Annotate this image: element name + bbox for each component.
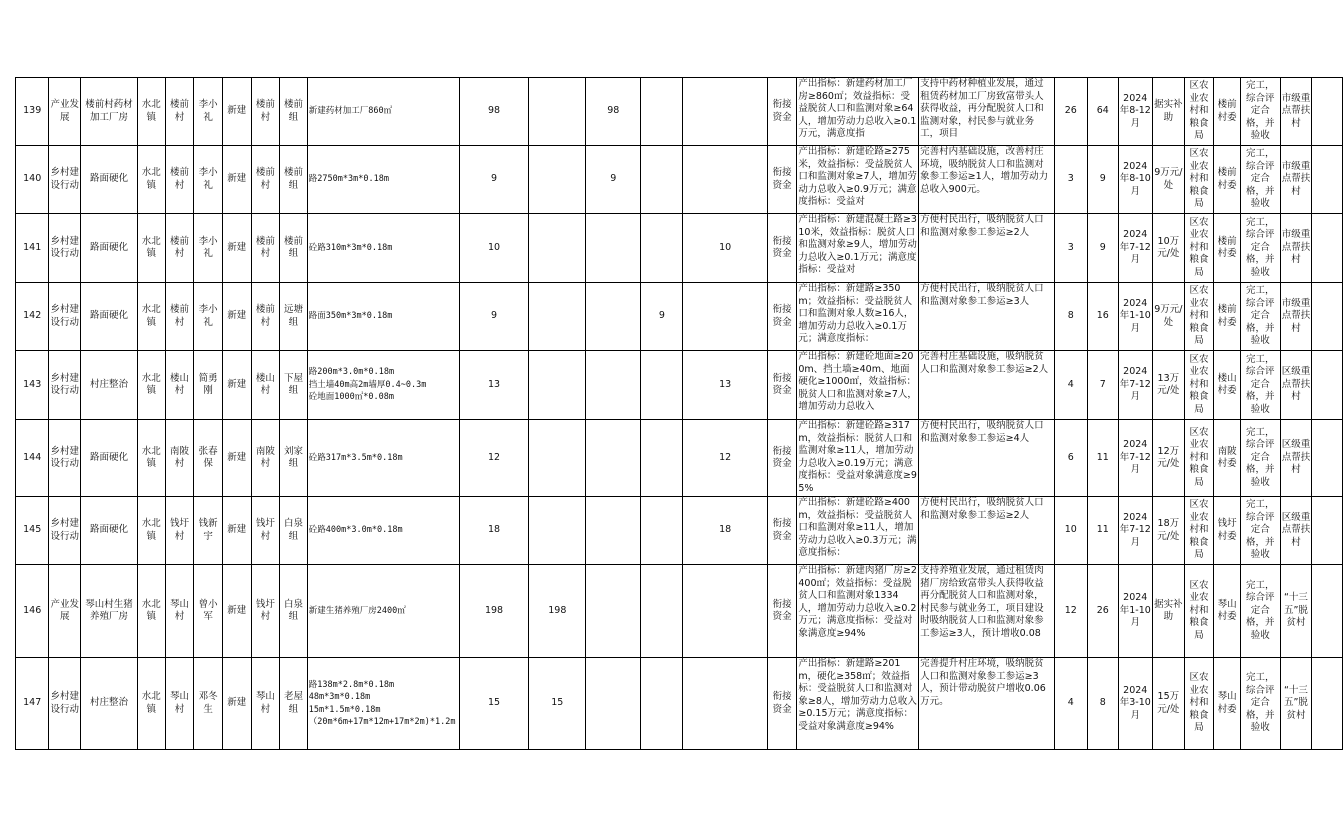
project-name-cell: 楼前村药材加工厂房 — [81, 78, 138, 146]
town-cell: 水北镇 — [137, 351, 165, 420]
performance-goals-text: 产出指标：新建砼路≥275米，效益指标：受益脱贫人口和监测对象≥7人，增加劳动力总收入≥0.9万元；满意度指标：受益对 — [798, 146, 917, 207]
blank-cell-cell — [1312, 214, 1343, 283]
construction-nature-cell: 新建 — [222, 78, 251, 146]
construction-content-cell: 砼路310m*3m*0.18m — [307, 214, 459, 283]
construction-content-cell: 路200m*3.0m*0.18m 挡土墙40m高2m墙厚0.4~0.3m 砼地面1000㎡*0.08m — [307, 351, 459, 420]
construction-nature-cell: 新建 — [222, 565, 251, 658]
site-group-cell: 下屋组 — [280, 351, 308, 420]
fund-type-cell: 衔接资金 — [767, 420, 797, 497]
fund-column-3-cell — [641, 658, 683, 750]
project-category-cell: 乡村建设行动 — [49, 351, 81, 420]
construction-nature-cell: 新建 — [222, 658, 251, 750]
total-investment-cell: 9 — [459, 283, 529, 351]
benefited-households-cell: 10 — [1054, 497, 1087, 565]
fund-column-4-cell — [683, 146, 767, 214]
blank-cell-cell — [1312, 283, 1343, 351]
fund-column-1-cell: 198 — [529, 565, 586, 658]
fund-column-3-cell — [641, 351, 683, 420]
implementation-period-cell: 2024年8-12月 — [1118, 78, 1153, 146]
performance-goals-text: 产出指标：新建砼路≥317m，效益指标：脱贫人口和监测对象≥11人，增加劳动力总收入≥0.19万元；满意度指标：受益对象满意度≥95% — [798, 420, 917, 494]
site-group-cell: 楼前组 — [280, 146, 308, 214]
implementing-unit-cell: 琴山村委 — [1214, 565, 1241, 658]
benefit-mechanism-text: 方便村民出行，吸纳脱贫人口和监测对象参工参运≥4人 — [920, 420, 1044, 444]
benefited-households-cell: 12 — [1054, 565, 1087, 658]
acceptance-status-cell: 完工，综合评定合格，并验收 — [1240, 351, 1280, 420]
benefit-mechanism-cell — [919, 214, 1054, 283]
subsidy-standard-cell: 据实补助 — [1153, 78, 1185, 146]
total-investment-cell: 10 — [459, 214, 529, 283]
performance-goals-cell — [797, 78, 919, 146]
total-investment-cell: 9 — [459, 146, 529, 214]
implementing-unit-cell: 楼前村委 — [1214, 214, 1241, 283]
remark-cell: 市级重点帮扶村 — [1280, 283, 1312, 351]
project-table — [15, 77, 1343, 750]
benefited-households-cell: 3 — [1054, 214, 1087, 283]
supervising-department-cell: 区农业农村和粮食局 — [1184, 565, 1214, 658]
acceptance-status-cell: 完工，综合评定合格，并验收 — [1240, 658, 1280, 750]
total-investment-cell: 198 — [459, 565, 529, 658]
construction-nature-cell: 新建 — [222, 497, 251, 565]
benefit-mechanism-text: 方便村民出行，吸纳脱贫人口和监测对象参工参运≥2人 — [920, 497, 1044, 521]
site-village-cell: 楼前村 — [251, 283, 280, 351]
blank-cell-cell — [1312, 420, 1343, 497]
remark-cell: 区级重点帮扶村 — [1280, 497, 1312, 565]
implementation-period-cell: 2024年7-12月 — [1118, 497, 1153, 565]
row-number-cell: 143 — [16, 351, 49, 420]
performance-goals-text: 产出指标：新建路≥350m；效益指标：受益脱贫人口和监测对象人数≥16人，增加劳动力总收入≥0.1万元；满意度指标： — [798, 283, 914, 344]
fund-type-cell: 衔接资金 — [767, 283, 797, 351]
village-cell: 钱圩村 — [165, 497, 194, 565]
fund-type-cell: 衔接资金 — [767, 214, 797, 283]
row-number-cell: 142 — [16, 283, 49, 351]
fund-column-4-cell: 10 — [683, 214, 767, 283]
implementation-period-cell: 2024年7-12月 — [1118, 351, 1153, 420]
subsidy-standard-cell: 9万元/处 — [1153, 146, 1185, 214]
fund-column-2-cell — [586, 497, 641, 565]
subsidy-standard-cell: 18万元/处 — [1153, 497, 1185, 565]
implementation-period-cell: 2024年1-10月 — [1118, 283, 1153, 351]
blank-cell-cell — [1312, 497, 1343, 565]
remark-cell: 区级重点帮扶村 — [1280, 420, 1312, 497]
benefited-people-cell: 26 — [1088, 565, 1119, 658]
benefit-mechanism-cell — [919, 565, 1054, 658]
benefit-mechanism-text: 完善提升村庄环境，吸纳脱贫人口和监测对象参工参运≥3人，预计带动脱贫户增收0.06万元。 — [920, 658, 1046, 707]
supervising-department-cell: 区农业农村和粮食局 — [1184, 351, 1214, 420]
benefited-people-cell: 11 — [1088, 497, 1119, 565]
fund-column-2-cell: 98 — [586, 78, 641, 146]
performance-goals-text: 产出指标：新建砼路≥400m，效益指标：受益脱贫人口和监测对象≥11人，增加劳动力总收入≥0.3万元；满意度指标： — [798, 497, 917, 558]
performance-goals-text: 产出指标：新建砼地面≥200m、挡土墙≥40m、地面硬化≥1000㎡，效益指标：脱贫人口和监测对象≥7人，增加劳动力总收入 — [798, 351, 917, 412]
project-name-cell: 路面硬化 — [81, 420, 138, 497]
project-category-cell: 产业发展 — [49, 565, 81, 658]
site-village-cell: 楼前村 — [251, 146, 280, 214]
fund-column-2-cell — [586, 283, 641, 351]
responsible-person-cell: 钱新宇 — [194, 497, 223, 565]
total-investment-cell: 18 — [459, 497, 529, 565]
performance-goals-cell — [797, 351, 919, 420]
fund-column-4-cell: 18 — [683, 497, 767, 565]
benefit-mechanism-cell — [919, 78, 1054, 146]
blank-cell-cell — [1312, 146, 1343, 214]
implementation-period-cell: 2024年3-10月 — [1118, 658, 1153, 750]
benefited-people-cell: 9 — [1088, 146, 1119, 214]
site-village-cell: 钱圩村 — [251, 565, 280, 658]
acceptance-status-cell: 完工，综合评定合格，并验收 — [1240, 565, 1280, 658]
fund-type-cell: 衔接资金 — [767, 146, 797, 214]
performance-goals-text: 产出指标：新建肉猪厂房≥2400㎡；效益指标：受益脱贫人口和监测对象1334人，增加劳动力总收入≥0.2万元；满意度指标：受益对象满意度≥94% — [798, 565, 917, 639]
performance-goals-text: 产出指标：新建路≥201m，硬化≥358㎡；效益指标：受益脱贫人口和监测对象≥8人，增加劳动力总收入≥0.15万元；满意度指标：受益对象满意度≥94% — [798, 658, 917, 732]
benefit-mechanism-text: 支持中药材种植业发展，通过租赁药材加工厂房致富带头人获得收益，再分配脱贫人口和监测对象，村民参与就业务工，项目 — [920, 78, 1044, 139]
town-cell: 水北镇 — [137, 565, 165, 658]
site-village-cell: 南陂村 — [251, 420, 280, 497]
total-investment-cell: 15 — [459, 658, 529, 750]
town-cell: 水北镇 — [137, 497, 165, 565]
performance-goals-cell — [797, 214, 919, 283]
remark-cell: 市级重点帮扶村 — [1280, 214, 1312, 283]
table-row — [16, 497, 1343, 565]
benefited-households-cell: 8 — [1054, 283, 1087, 351]
fund-column-2-cell — [586, 565, 641, 658]
performance-goals-cell — [797, 497, 919, 565]
supervising-department-cell: 区农业农村和粮食局 — [1184, 146, 1214, 214]
fund-column-4-cell — [683, 565, 767, 658]
implementation-period-cell: 2024年1-10月 — [1118, 565, 1153, 658]
supervising-department-cell: 区农业农村和粮食局 — [1184, 283, 1214, 351]
table-row — [16, 420, 1343, 497]
responsible-person-cell: 李小礼 — [194, 283, 223, 351]
implementing-unit-cell: 楼前村委 — [1214, 78, 1241, 146]
fund-column-2-cell — [586, 214, 641, 283]
blank-cell-cell — [1312, 565, 1343, 658]
table-row — [16, 214, 1343, 283]
benefit-mechanism-text: 完善村庄基础设施，吸纳脱贫人口和监测对象参工参运≥2人 — [920, 351, 1049, 375]
row-number-cell: 146 — [16, 565, 49, 658]
benefit-mechanism-text: 方便村民出行，吸纳脱贫人口和监测对象参工参运≥2人 — [920, 214, 1044, 238]
project-category-cell: 乡村建设行动 — [49, 420, 81, 497]
acceptance-status-cell: 完工，综合评定合格，并验收 — [1240, 146, 1280, 214]
responsible-person-cell: 李小礼 — [194, 214, 223, 283]
benefited-people-cell: 11 — [1088, 420, 1119, 497]
fund-column-1-cell — [529, 351, 586, 420]
site-village-cell: 楼山村 — [251, 351, 280, 420]
fund-column-3-cell — [641, 146, 683, 214]
project-name-cell: 路面硬化 — [81, 497, 138, 565]
remark-cell: 市级重点帮扶村 — [1280, 146, 1312, 214]
implementing-unit-cell: 南陂村委 — [1214, 420, 1241, 497]
construction-content-cell: 砼路317m*3.5m*0.18m — [307, 420, 459, 497]
benefit-mechanism-cell — [919, 351, 1054, 420]
acceptance-status-cell: 完工，综合评定合格，并验收 — [1240, 214, 1280, 283]
blank-cell-cell — [1312, 78, 1343, 146]
performance-goals-text: 产出指标：新建药材加工厂房≥860㎡；效益指标：受益脱贫人口和监测对象≥64人，增加劳动力总收入≥0.1万元，满意度指 — [798, 78, 917, 139]
remark-cell: 市级重点帮扶村 — [1280, 78, 1312, 146]
project-category-cell: 乡村建设行动 — [49, 658, 81, 750]
remark-cell: 区级重点帮扶村 — [1280, 351, 1312, 420]
supervising-department-cell: 区农业农村和粮食局 — [1184, 420, 1214, 497]
fund-type-cell: 衔接资金 — [767, 78, 797, 146]
project-category-cell: 乡村建设行动 — [49, 146, 81, 214]
benefited-people-cell: 7 — [1088, 351, 1119, 420]
benefit-mechanism-cell — [919, 146, 1054, 214]
project-category-cell: 乡村建设行动 — [49, 497, 81, 565]
fund-column-4-cell: 12 — [683, 420, 767, 497]
row-number-cell: 147 — [16, 658, 49, 750]
table-row — [16, 658, 1343, 750]
benefit-mechanism-text: 完善村内基础设施，改善村庄环境，吸纳脱贫人口和监测对象参工参运≥1人，增加劳动力总收入900元。 — [920, 146, 1049, 195]
responsible-person-cell: 张春保 — [194, 420, 223, 497]
village-cell: 楼前村 — [165, 214, 194, 283]
fund-column-2-cell: 9 — [586, 146, 641, 214]
construction-nature-cell: 新建 — [222, 214, 251, 283]
fund-column-4-cell — [683, 283, 767, 351]
benefited-people-cell: 9 — [1088, 214, 1119, 283]
project-category-cell: 产业发展 — [49, 78, 81, 146]
construction-nature-cell: 新建 — [222, 420, 251, 497]
fund-column-1-cell — [529, 283, 586, 351]
responsible-person-cell: 简勇刚 — [194, 351, 223, 420]
table-row — [16, 146, 1343, 214]
supervising-department-cell: 区农业农村和粮食局 — [1184, 78, 1214, 146]
benefit-mechanism-text: 方便村民出行，吸纳脱贫人口和监测对象参工参运≥3人 — [920, 283, 1044, 307]
acceptance-status-cell: 完工，综合评定合格，并验收 — [1240, 283, 1280, 351]
fund-type-cell: 衔接资金 — [767, 565, 797, 658]
village-cell: 楼前村 — [165, 283, 194, 351]
fund-column-1-cell — [529, 420, 586, 497]
performance-goals-cell — [797, 283, 919, 351]
benefited-people-cell: 64 — [1088, 78, 1119, 146]
responsible-person-cell: 曾小军 — [194, 565, 223, 658]
site-group-cell: 楼前组 — [280, 78, 308, 146]
remark-cell: “十三五”脱贫村 — [1280, 565, 1312, 658]
fund-column-3-cell — [641, 565, 683, 658]
village-cell: 楼前村 — [165, 78, 194, 146]
town-cell: 水北镇 — [137, 283, 165, 351]
table-row — [16, 351, 1343, 420]
project-name-cell: 路面硬化 — [81, 146, 138, 214]
site-village-cell: 钱圩村 — [251, 497, 280, 565]
fund-column-3-cell — [641, 420, 683, 497]
benefit-mechanism-cell — [919, 658, 1054, 750]
fund-column-4-cell: 13 — [683, 351, 767, 420]
town-cell: 水北镇 — [137, 658, 165, 750]
acceptance-status-cell: 完工，综合评定合格，并验收 — [1240, 420, 1280, 497]
implementation-period-cell: 2024年7-12月 — [1118, 420, 1153, 497]
fund-column-2-cell — [586, 420, 641, 497]
site-group-cell: 白泉组 — [280, 565, 308, 658]
village-cell: 楼山村 — [165, 351, 194, 420]
construction-content-cell: 路138m*2.8m*0.18m 48m*3m*0.18m 15m*1.5m*0.18m （20m*6m+17m*12m+17m*2m)*1.2m — [307, 658, 459, 750]
fund-column-3-cell — [641, 214, 683, 283]
fund-column-2-cell — [586, 351, 641, 420]
benefited-people-cell: 16 — [1088, 283, 1119, 351]
fund-type-cell: 衔接资金 — [767, 497, 797, 565]
benefited-households-cell: 4 — [1054, 658, 1087, 750]
blank-cell-cell — [1312, 658, 1343, 750]
implementing-unit-cell: 钱圩村委 — [1214, 497, 1241, 565]
fund-column-3-cell — [641, 497, 683, 565]
table-row — [16, 565, 1343, 658]
site-group-cell: 刘家组 — [280, 420, 308, 497]
fund-type-cell: 衔接资金 — [767, 658, 797, 750]
town-cell: 水北镇 — [137, 214, 165, 283]
subsidy-standard-cell: 12万元/处 — [1153, 420, 1185, 497]
responsible-person-cell: 李小礼 — [194, 146, 223, 214]
project-name-cell: 琴山村生猪养殖厂房 — [81, 565, 138, 658]
supervising-department-cell: 区农业农村和粮食局 — [1184, 214, 1214, 283]
benefit-mechanism-cell — [919, 283, 1054, 351]
fund-column-1-cell — [529, 214, 586, 283]
subsidy-standard-cell: 9万元/处 — [1153, 283, 1185, 351]
row-number-cell: 141 — [16, 214, 49, 283]
village-cell: 琴山村 — [165, 565, 194, 658]
implementing-unit-cell: 楼山村委 — [1214, 351, 1241, 420]
site-village-cell: 楼前村 — [251, 78, 280, 146]
fund-column-4-cell — [683, 658, 767, 750]
village-cell: 琴山村 — [165, 658, 194, 750]
row-number-cell: 144 — [16, 420, 49, 497]
row-number-cell: 140 — [16, 146, 49, 214]
town-cell: 水北镇 — [137, 78, 165, 146]
acceptance-status-cell: 完工，综合评定合格，并验收 — [1240, 497, 1280, 565]
construction-content-cell: 砼路400m*3.0m*0.18m — [307, 497, 459, 565]
responsible-person-cell: 李小礼 — [194, 78, 223, 146]
village-cell: 楼前村 — [165, 146, 194, 214]
construction-nature-cell: 新建 — [222, 283, 251, 351]
site-group-cell: 老屋组 — [280, 658, 308, 750]
benefited-households-cell: 4 — [1054, 351, 1087, 420]
construction-content-cell: 新建生猪养殖厂房2400㎡ — [307, 565, 459, 658]
row-number-cell: 139 — [16, 78, 49, 146]
responsible-person-cell: 邓冬生 — [194, 658, 223, 750]
subsidy-standard-cell: 10万元/处 — [1153, 214, 1185, 283]
fund-column-1-cell — [529, 146, 586, 214]
row-number-cell: 145 — [16, 497, 49, 565]
supervising-department-cell: 区农业农村和粮食局 — [1184, 497, 1214, 565]
fund-type-cell: 衔接资金 — [767, 351, 797, 420]
benefit-mechanism-cell — [919, 420, 1054, 497]
implementing-unit-cell: 楼前村委 — [1214, 146, 1241, 214]
subsidy-standard-cell: 13万元/处 — [1153, 351, 1185, 420]
project-name-cell: 村庄整治 — [81, 351, 138, 420]
site-group-cell: 楼前组 — [280, 214, 308, 283]
performance-goals-cell — [797, 565, 919, 658]
site-group-cell: 白泉组 — [280, 497, 308, 565]
implementation-period-cell: 2024年7-12月 — [1118, 214, 1153, 283]
total-investment-cell: 12 — [459, 420, 529, 497]
subsidy-standard-cell: 据实补助 — [1153, 565, 1185, 658]
project-category-cell: 乡村建设行动 — [49, 283, 81, 351]
project-name-cell: 村庄整治 — [81, 658, 138, 750]
fund-column-3-cell: 9 — [641, 283, 683, 351]
acceptance-status-cell: 完工，综合评定合格，并验收 — [1240, 78, 1280, 146]
construction-nature-cell: 新建 — [222, 146, 251, 214]
town-cell: 水北镇 — [137, 146, 165, 214]
project-category-cell: 乡村建设行动 — [49, 214, 81, 283]
site-village-cell: 楼前村 — [251, 214, 280, 283]
performance-goals-cell — [797, 146, 919, 214]
fund-column-1-cell — [529, 78, 586, 146]
site-village-cell: 琴山村 — [251, 658, 280, 750]
implementing-unit-cell: 楼前村委 — [1214, 283, 1241, 351]
village-cell: 南陂村 — [165, 420, 194, 497]
performance-goals-cell — [797, 420, 919, 497]
project-name-cell: 路面硬化 — [81, 214, 138, 283]
performance-goals-text: 产出指标：新建混凝土路≥310米，效益指标：脱贫人口和监测对象≥9人，增加劳动力总收入≥0.1万元；满意度指标：受益对 — [798, 214, 917, 275]
total-investment-cell: 98 — [459, 78, 529, 146]
benefit-mechanism-cell — [919, 497, 1054, 565]
remark-cell: “十三五”脱贫村 — [1280, 658, 1312, 750]
benefited-people-cell: 8 — [1088, 658, 1119, 750]
supervising-department-cell: 区农业农村和粮食局 — [1184, 658, 1214, 750]
fund-column-3-cell — [641, 78, 683, 146]
fund-column-1-cell: 15 — [529, 658, 586, 750]
benefit-mechanism-text: 支持养殖业发展，通过租赁肉猪厂房给致富带头人获得收益再分配脱贫人口和监测对象，村民参与就业务工，项目建设时吸纳脱贫人口和监测对象参工参运≥3人，预计增收0.08 — [920, 565, 1044, 639]
performance-goals-cell — [797, 658, 919, 750]
construction-content-cell: 路面350m*3m*0.18m — [307, 283, 459, 351]
implementation-period-cell: 2024年8-10月 — [1118, 146, 1153, 214]
fund-column-2-cell — [586, 658, 641, 750]
table-row — [16, 283, 1343, 351]
construction-content-cell: 路2750m*3m*0.18m — [307, 146, 459, 214]
site-group-cell: 远塘组 — [280, 283, 308, 351]
project-name-cell: 路面硬化 — [81, 283, 138, 351]
total-investment-cell: 13 — [459, 351, 529, 420]
construction-nature-cell: 新建 — [222, 351, 251, 420]
benefited-households-cell: 6 — [1054, 420, 1087, 497]
blank-cell-cell — [1312, 351, 1343, 420]
benefited-households-cell: 3 — [1054, 146, 1087, 214]
fund-column-4-cell — [683, 78, 767, 146]
subsidy-standard-cell: 15万元/处 — [1153, 658, 1185, 750]
construction-content-cell: 新建药材加工厂860㎡ — [307, 78, 459, 146]
town-cell: 水北镇 — [137, 420, 165, 497]
fund-column-1-cell — [529, 497, 586, 565]
benefited-households-cell: 26 — [1054, 78, 1087, 146]
implementing-unit-cell: 琴山村委 — [1214, 658, 1241, 750]
table-row — [16, 78, 1343, 146]
